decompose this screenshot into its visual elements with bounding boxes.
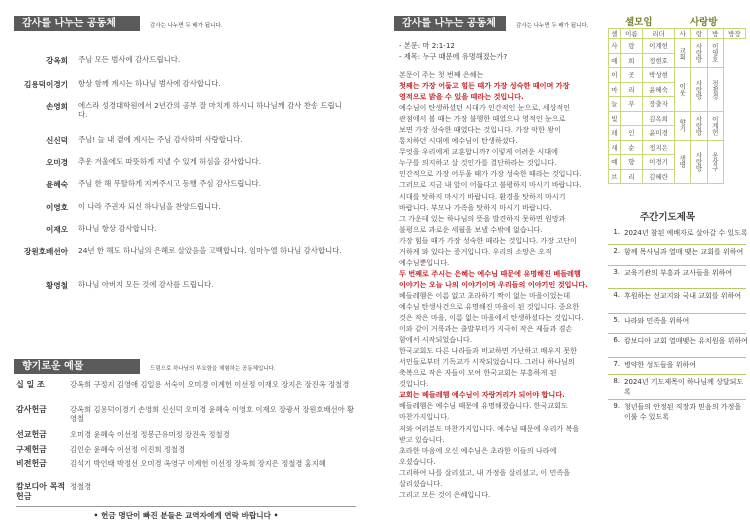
thanks-item [16,79,346,90]
cell-column-header: 리더 [642,29,674,39]
sermon-line: 오셨습니다. [399,456,436,466]
sermon-line: 무엇을 우리에게 교훈합니까? 이렇게 어려운 시대에 [399,147,558,157]
sermon-line: 이야기는 오늘 나의 이야기이며 우리들의 이야기인 것입니다. [399,279,588,289]
cell-member: 새 [609,140,621,155]
cell-member: 곳 [620,68,642,83]
cell-member: 이계헌 [642,39,674,54]
sermon-line: 불평으로 과로운 세월을 보낼 수밖에 없습니다. [399,224,543,234]
cell-member: 레 [609,126,621,141]
cell-member [620,111,642,126]
cell-member: 이경기 [642,155,674,170]
offering-row [16,482,356,501]
thanks-message: 하나님 아버지 모든 것에 감사를 드립니다. [78,280,214,289]
cell-member: 김옥희 [642,111,674,126]
offering-names: 강옥희 구정지 김영애 김일용 서숙이 오미경 이계헌 이선정 이재오 장지은 장진옥 정철경 [70,380,350,389]
cell-column-header: 셀 [609,29,621,39]
prayer-text: 함께 목사님과 열매 맺는 교회를 위하여 [624,248,744,256]
offering-note: 드림으로 하나님의 부요함을 체험하는 공동체입니다. [150,366,276,372]
sermon-line: 것은 작은 마을, 이름 없는 마을에서 탄생하셨다는 것입니다. [399,313,584,323]
thanks-message: 주님 모든 범사에 감사드립니다. [78,55,181,64]
cell-leader: 정철경 [707,68,723,112]
cell-member: 인 [620,126,642,141]
cell-column-header: 사 [675,29,691,39]
prayer-item [610,316,748,326]
sermon-line: 가장 힘들 때가 가장 성숙한 때라는 것입니다. 가장 고단이 [399,235,577,245]
thanks-item [16,101,346,119]
prayer-item [610,402,748,422]
cell-dept: 생명 [675,140,691,184]
thanks-name: 이재오 [45,225,68,234]
cell-member: 박성현 [642,68,674,83]
cell-member: 브 [609,169,621,184]
offering-category: 구제헌금 [16,445,47,454]
cell-column-header: 랑 [691,29,707,39]
prayer-item [610,247,748,257]
thanks-message: 하나님 항상 감사합니다. [78,224,157,233]
sermon-line: 인간적으로 가장 어두울 때가 가장 성숙한 때라는 것입니다. [399,169,582,179]
cell-member: 장출자 [642,97,674,112]
cell-member: 윤미경 [642,126,674,141]
thanks-name: 신신덕 [45,136,68,145]
prayer-divider [608,244,746,245]
cell-member: 예 [609,53,621,68]
thanks-note: 감사는 나누면 두 배가 됩니다. [150,23,223,29]
prayer-divider [608,357,746,358]
sermon-line: 그리하여 나를 살리셨고, 내 가정을 살리셨고, 이 민족을 [399,467,571,477]
prayer-item [610,291,748,301]
prayer-divider [608,333,746,334]
cell-member: 김혜란 [642,169,674,184]
offering-category: 감사헌금 [16,405,47,414]
cell-member: 향 [620,155,642,170]
sermon-line: 그러므로 지금 내 앞이 어둡다고 불평하지 마시기 바랍니다. [399,180,582,190]
sermon-line: 축복으로 작은 자들이 모여 한국교회는 부흥하게 된 [399,368,557,378]
cell-leader: 이영호 [707,39,723,68]
prayer-item [610,268,748,278]
cell-member: 이 [609,68,621,83]
thanks-name: 강옥희 [45,56,68,65]
thanks-item [16,280,346,291]
thanks-name: 이영호 [45,203,68,212]
thanks-message: 추운 겨울에도 따뜻하게 지낼 수 있게 허심을 감사합니다. [78,157,262,166]
thanks-item [16,55,346,66]
sermon-line: 초라한 마음에 오신 예수님은 초라한 이들의 나라에 [399,445,557,455]
prayer-number: 5. [613,316,620,324]
sermon-line: 예수님이 탄생하셨던 시대가 인간적인 눈으로, 세상적인 [399,103,571,113]
cell-member: 늘 [609,97,621,112]
sermon-line: 교회는 베들레헴 예수님이 자랑거리가 되어야 합니다. [399,390,565,400]
prayer-text: 캄보디아 교회 열매맺는 유치원을 위하여 [624,337,748,345]
cell-member: 리 [620,169,642,184]
cell-leader: 옹상구 [707,140,723,184]
offering-names: 정철경 [70,482,92,491]
sermon-line: 마찬가지입니다. [399,412,450,422]
cell-column-header: 방 [707,29,723,39]
offering-names: 김인순 윤혜숙 이선정 이진희 정철경 [70,445,186,454]
sermon-title: - 제목: 누구 때문에 유명해졌는가? [399,52,508,61]
thanks-header-text: 감사를 나누는 공동체 [22,18,116,29]
sermon-line: 시대를 탓하지 마시기 바랍니다. 환경을 탓하지 마시기 [399,191,566,201]
cell-member: 푸 [620,97,642,112]
cell-member: 리 [620,82,642,97]
prayer-number: 4. [613,291,620,299]
thanks-message: 항상 함께 계시는 하나님 범사에 감사합니다. [78,79,221,88]
cell-dept: 향기 [675,111,691,140]
prayer-text: 병약한 성도들을 위하여 [624,361,697,369]
cell-room: 사랑방 [691,111,707,140]
prayer-text: 청년들의 안정된 직장과 믿음의 가정을 이룰 수 있도록 [624,403,742,421]
offering-row [16,405,356,423]
cell-member: 예 [609,155,621,170]
offering-header-text: 향기로운 예물 [22,361,84,372]
sermon-line: 본문이 주는 첫 번째 은혜는 [399,70,484,79]
sermon-line: 예수님 탄생사건으로 유명해진 마을이 된 것입니다. 중요한 [399,301,580,311]
prayer-item [610,336,748,346]
thanks-item [16,202,346,213]
prayer-title: 주간기도제목 [640,212,696,223]
offering-row [16,380,356,390]
thanks-name: 윤혜숙 [45,180,68,189]
sermon-line: 예수님뿐입니다. [399,257,450,267]
offering-row [16,459,356,469]
prayer-divider [608,288,746,289]
cell-column-header: 이름 [620,29,642,39]
cell-member: 랑 [620,39,642,54]
sermon-line: 영적으로 밝을 수 있을 때라는 것입니다. [399,92,524,102]
prayer-text: 나라와 민족을 위하여 [624,317,690,325]
thanks-name: 손영희 [45,102,68,111]
offering-names: 김석기 박인태 박정선 오미경 옥영구 이계헌 이선정 장옥희 장지은 정철경 홍지혜 [70,459,326,468]
thanks-message: 에스라 성경대학원에서 2년간의 공부 잘 마치게 하시니 하나님께 감사 찬송 드립니다. [78,101,342,119]
cell-table [608,28,746,184]
prayer-number: 6. [613,336,620,344]
prayer-number: 3. [613,268,620,276]
prayer-item [610,360,748,370]
cell-member: 빛 [609,111,621,126]
sermon-scripture: - 본문: 마 2:1-12 [399,41,456,50]
sermon-line: 관점에서 볼 때는 가장 불행한 때였으나 영적인 눈으로 [399,114,566,124]
cell-dept: 이웃 [675,68,691,112]
prayer-number: 1. [613,228,620,236]
prayer-divider [608,313,746,314]
cell-room: 사랑방 [691,68,707,112]
thanks-message: 주님! 늘 내 곁에 계시는 주님 감사하며 사랑합니다. [78,135,243,144]
sermon-line: 서민들로부터 기독교가 시작되었습니다. 그러나 하나님의 [399,357,575,367]
prayer-divider [608,374,746,375]
offering-names: 강옥희 김용덕이경기 손영희 신신덕 오미경 윤혜숙 이영호 이재오 장광서 장원호배선아 황영철 [70,405,354,423]
thanks-item [16,179,346,190]
sermon-line: 저와 여러분도 마찬가지입니다. 예수님 때문에 우리가 복을 [399,423,580,433]
thanks-message: 주님 한 해 무탈하게 지켜주시고 동행 주심 감사드립니다. [78,179,262,188]
sermon-line: 살리셨습니다. [399,478,443,488]
sermon-line: 함에서 시작되었습니다. [399,335,473,345]
thanks-name: 장원호배선아 [23,247,68,256]
prayer-number: 9. [613,402,620,410]
prayer-number: 2. [613,247,620,255]
sermon-line: 그리고 모든 것이 은혜입니다. [399,489,491,499]
cell-leader: 이계헌 [707,111,723,140]
sermon-line: 그 가운데 있는 하나님의 뜻을 발견하지 못하면 원망과 [399,213,566,223]
sermon-header [394,16,506,31]
offering-category: 십 일 조 [16,380,45,389]
cell-member: 사 [609,39,621,54]
offering-footer-note: • 헌금 명단이 빠진 분들은 교역자에게 연락 바랍니다 • [16,506,356,521]
offering-names: 오미경 윤혜숙 이선정 정봉근유미정 장진옥 정철경 [70,430,230,439]
cell-member: 순 [620,140,642,155]
prayer-text: 교육기관의 부흥과 교사들을 위하여 [624,269,733,277]
cell-member: 희 [620,53,642,68]
prayer-item [610,228,748,238]
cell-member: 윤혜숙 [642,82,674,97]
thanks-name: 김용덕이경기 [23,80,68,89]
cell-room: 사랑방 [691,140,707,184]
offering-header [14,359,140,374]
sermon-line: 첫째는 가장 어둡고 힘든 때가 가장 성숙한 때이며 가장 [399,81,570,91]
thanks-item [16,157,346,168]
sermon-line: 바랍니다. 부모나 가족을 탓하지 마시기 바랍니다. [399,202,552,212]
sermon-header-text: 감사를 나누는 공동체 [402,18,496,29]
cell-member: 마 [609,82,621,97]
offering-row [16,445,356,455]
sermon-body [399,69,601,500]
sermon-line: 받고 있습니다. [399,434,445,444]
cell-member: 정지은 [642,140,674,155]
cell-column-header: 방장 [723,29,745,39]
thanks-message: 이 나라 주권자 되신 하나님을 찬양드립니다. [78,202,221,211]
prayer-text: 2024년 기도제목이 하나님께 상달되도록 [624,378,744,396]
sermon-line: 거하게 와 있다는 증거입니다. 우리의 소망은 오직 [399,246,552,256]
love-title: 사랑방 [690,17,718,28]
sermon-line: 한국교회도 다른 나라들과 비교하면 가난하고 배우지 못한 [399,346,577,356]
sermon-line: 이와 같이 거룩과는 출발부터가 지극히 작은 제들과 겸손 [399,324,573,334]
cell-member: 정현호 [642,53,674,68]
thanks-item [16,224,346,235]
prayer-text: 2024년 참된 예배자로 살아갈 수 있도록 [624,229,748,237]
sermon-line: 베들레헴은 예수님 때문에 유명해졌습니다. 한국교회도 [399,401,568,411]
sermon-line: 통치하던 시대에 예수님이 탄생하셨다. [399,136,518,146]
offering-category: 선교헌금 [16,430,47,439]
offering-row [16,430,356,440]
sermon-line: 누구를 의지하고 살 것인가를 결단하라는 것입니다. [399,158,557,168]
sermon-line: 것입니다. [399,379,429,389]
thanks-item [16,246,346,257]
thanks-item [16,135,346,146]
prayer-item [610,377,748,397]
sermon-note: 감사는 나누면 두 배가 됩니다. [516,23,589,29]
thanks-header [14,16,140,31]
sermon-line: 베들레헴은 이름 없고 초라하기 짝이 없는 마을이었는데 [399,290,571,300]
thanks-name: 오미경 [45,158,68,167]
offering-category: 비전헌금 [16,459,47,468]
cell-title: 셀모임 [625,17,653,28]
thanks-name: 황영철 [45,281,68,290]
prayer-text: 후원하는 선교지와 국내 교회를 위하여 [624,292,742,300]
sermon-line: 보면 가장 성숙한 때였다는 것입니다. 가장 악한 왕이 [399,125,561,135]
cell-room: 사랑방 [691,39,707,68]
offering-category: 캄보디아 목적헌금 [16,482,66,501]
sermon-line: 두 번째로 주시는 은혜는 예수님 때문에 유명해진 베들레헴 [399,268,581,278]
prayer-divider [608,265,746,266]
prayer-divider [608,399,746,400]
prayer-number: 8. [613,377,620,385]
cell-dept: 교회 [675,39,691,68]
prayer-number: 7. [613,360,620,368]
thanks-message: 24년 한 해도 하나님의 은혜로 살았음을 고백합니다. 임마누엘 하나님 감사합니다. [78,246,342,255]
